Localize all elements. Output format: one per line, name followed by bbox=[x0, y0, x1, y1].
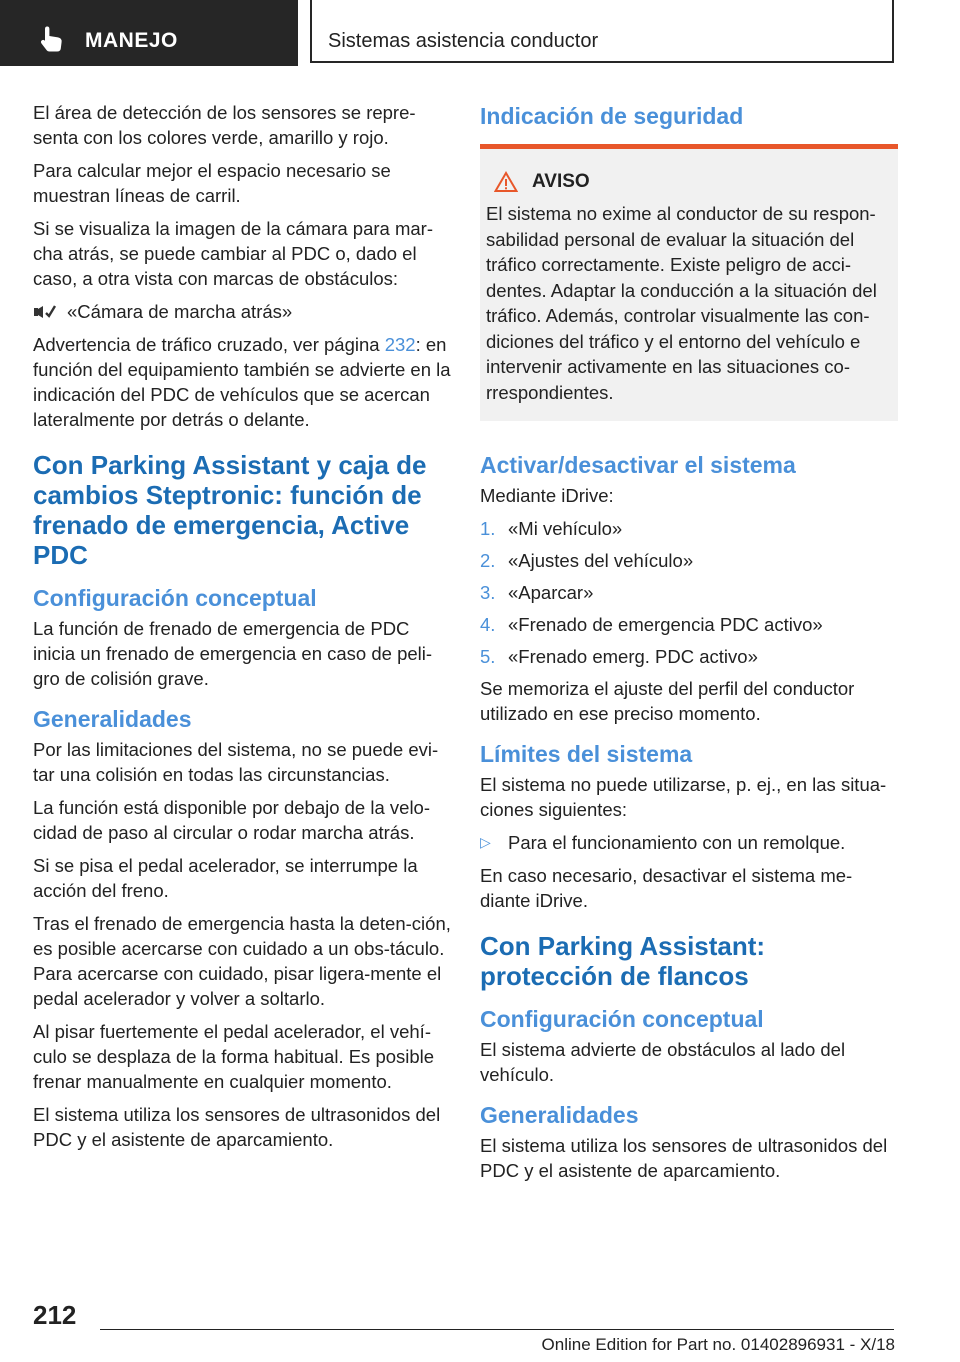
paragraph: El sistema advierte de obstáculos al lado del vehículo. bbox=[480, 1039, 846, 1085]
section-title: MANEJO bbox=[85, 29, 178, 52]
paragraph-cross-traffic: Advertencia de tráfico cruzado, ver página 232: en función del equipamiento también se advierte en la indicación del PDC de vehículos que se acercan lateralmente por detrás o delante. bbox=[33, 334, 451, 430]
heading-general: Generalidades bbox=[480, 1102, 639, 1128]
list-item: 4. «Frenado de emergencia PDC activo» bbox=[480, 614, 823, 635]
paragraph: Mediante iDrive: bbox=[480, 485, 614, 506]
hand-steering-icon bbox=[38, 24, 66, 54]
rear-camera-icon bbox=[33, 303, 57, 321]
list-item: 2. «Ajustes del vehículo» bbox=[480, 550, 694, 571]
heading-emergency-brake: Con Parking Assistant y caja de cambios Steptronic: función de frenado de emergencia, Active PDC bbox=[33, 450, 427, 570]
heading-general: Generalidades bbox=[33, 706, 192, 732]
warning-triangle-icon bbox=[494, 171, 518, 193]
steps-list bbox=[480, 516, 898, 669]
section-tab bbox=[0, 0, 298, 66]
warning-title: AVISO bbox=[532, 171, 590, 192]
heading-flank-protection: Con Parking Assistant: protección de flancos bbox=[480, 931, 766, 991]
footer-divider bbox=[100, 1329, 894, 1330]
list-item: 1. «Mi vehículo» bbox=[480, 518, 623, 539]
warning-header bbox=[494, 171, 890, 193]
heading-limits: Límites del sistema bbox=[480, 741, 693, 767]
paragraph: Por las limitaciones del sistema, no se puede evi-tar una colisión en todas las circunstancias. bbox=[33, 739, 439, 785]
heading-safety: Indicación de seguridad bbox=[480, 103, 744, 129]
list-item: 5. «Frenado emerg. PDC activo» bbox=[480, 646, 758, 667]
heading-concept: Configuración conceptual bbox=[33, 585, 317, 611]
chapter-tab bbox=[310, 0, 894, 63]
paragraph: El sistema utiliza los sensores de ultrasonidos del PDC y el asistente de aparcamiento. bbox=[33, 1104, 441, 1150]
list-item: 3. «Aparcar» bbox=[480, 582, 594, 603]
page-header bbox=[0, 0, 960, 66]
camera-menu-item bbox=[33, 299, 451, 324]
bullet-list bbox=[480, 830, 898, 855]
list-item: ▷ Para el funcionamiento con un remolque. bbox=[480, 832, 846, 853]
paragraph: El sistema utiliza los sensores de ultrasonidos del PDC y el asistente de aparcamiento. bbox=[480, 1135, 888, 1181]
heading-concept: Configuración conceptual bbox=[480, 1006, 764, 1032]
paragraph: Si se visualiza la imagen de la cámara para mar-cha atrás, se puede cambiar al PDC o, dado el caso, a otra vista con marcas de obstáculos: bbox=[33, 218, 433, 289]
paragraph: La función de frenado de emergencia de PDC inicia un frenado de emergencia en caso de peli-gro de colisión grave. bbox=[33, 618, 433, 689]
camera-item-label: «Cámara de marcha atrás» bbox=[67, 301, 293, 322]
left-column bbox=[33, 100, 451, 1160]
chapter-title: Sistemas asistencia conductor bbox=[328, 30, 599, 52]
paragraph: Si se pisa el pedal acelerador, se interrumpe la acción del freno. bbox=[33, 855, 418, 901]
edition-note: Online Edition for Part no. 01402896931 - X/18 bbox=[541, 1335, 895, 1354]
warning-text: El sistema no exime al conductor de su respon-sabilidad personal de evaluar la situación del tráfico correctamente. Existe peligro de acci-dentes. Adaptar la conducción a la situación del tráfico. Además, controlar visualmente las con-diciones del tráfico y el entorno del vehículo e intervenir activamente en las situaciones co-rrespondientes. bbox=[486, 203, 877, 403]
paragraph: Tras el frenado de emergencia hasta la deten-ción, es posible acercarse con cuidado a un obs-táculo. Para acercarse con cuidado, pisar ligera-mente el pedal acelerador y volver a soltarlo. bbox=[33, 913, 451, 1009]
triangle-bullet-icon: ▷ bbox=[480, 834, 491, 850]
paragraph: En caso necesario, desactivar el sistema me-diante iDrive. bbox=[480, 865, 853, 911]
paragraph: El sistema no puede utilizarse, p. ej., en las situa-ciones siguientes: bbox=[480, 774, 887, 820]
paragraph: El área de detección de los sensores se repre-senta con los colores verde, amarillo y rojo. bbox=[33, 102, 416, 148]
paragraph: La función está disponible por debajo de la velo-cidad de paso al circular o rodar marcha atrás. bbox=[33, 797, 431, 843]
right-column bbox=[480, 100, 898, 1191]
warning-box bbox=[480, 144, 898, 421]
paragraph: Al pisar fuertemente el pedal acelerador, el vehí-culo se desplaza de la forma habitual. Es posible frenar manualmente en cualquier momento. bbox=[33, 1021, 435, 1092]
page-link[interactable]: 232 bbox=[384, 334, 416, 355]
heading-activate: Activar/desactivar el sistema bbox=[480, 452, 796, 478]
paragraph: Para calcular mejor el espacio necesario se muestran líneas de carril. bbox=[33, 160, 391, 206]
paragraph: Se memoriza el ajuste del perfil del conductor utilizado en ese preciso momento. bbox=[480, 678, 855, 724]
page-number: 212 bbox=[33, 1300, 77, 1330]
